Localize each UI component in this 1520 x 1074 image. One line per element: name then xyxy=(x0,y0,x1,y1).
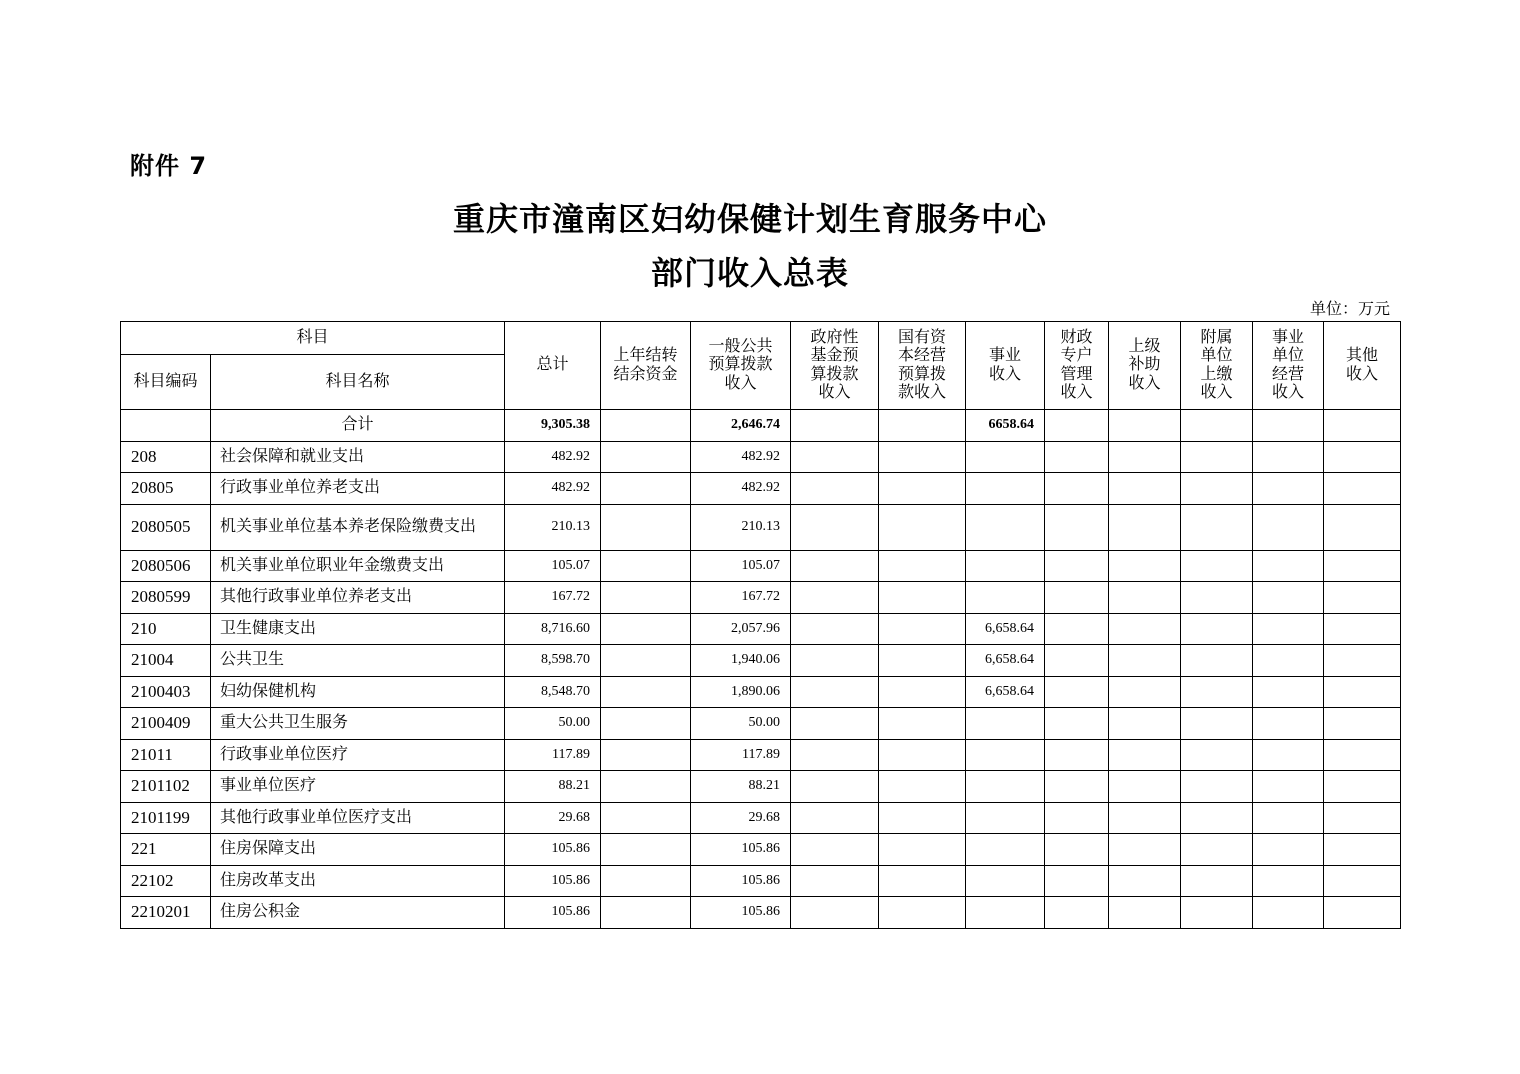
row-business-operation xyxy=(1253,865,1324,897)
row-code: 2100409 xyxy=(121,708,211,740)
row-business-operation xyxy=(1253,613,1324,645)
row-business-operation xyxy=(1253,802,1324,834)
row-state-capital xyxy=(879,441,966,473)
header-business-operation: 事业单位经营收入 xyxy=(1253,322,1324,410)
row-gov-fund xyxy=(791,441,879,473)
row-total: 210.13 xyxy=(505,504,601,550)
row-business xyxy=(966,865,1045,897)
table-row xyxy=(121,865,1401,897)
row-state-capital xyxy=(879,582,966,614)
table-row xyxy=(121,771,1401,803)
row-other xyxy=(1324,834,1401,866)
row-business-operation xyxy=(1253,739,1324,771)
table-row xyxy=(121,802,1401,834)
row-code: 22102 xyxy=(121,865,211,897)
header-fiscal-special: 财政专户管理收入 xyxy=(1045,322,1109,410)
row-general-budget: 210.13 xyxy=(691,504,791,550)
row-name: 行政事业单位养老支出 xyxy=(211,473,505,505)
row-state-capital xyxy=(879,676,966,708)
row-code: 21011 xyxy=(121,739,211,771)
row-business-operation xyxy=(1253,473,1324,505)
row-superior-subsidy xyxy=(1109,802,1181,834)
header-total: 总计 xyxy=(505,322,601,410)
row-other xyxy=(1324,550,1401,582)
row-general-budget: 29.68 xyxy=(691,802,791,834)
row-code: 21004 xyxy=(121,645,211,677)
table-row xyxy=(121,676,1401,708)
totals-state-capital xyxy=(879,410,966,442)
row-general-budget: 1,890.06 xyxy=(691,676,791,708)
row-business xyxy=(966,739,1045,771)
row-superior-subsidy xyxy=(1109,676,1181,708)
row-code: 221 xyxy=(121,834,211,866)
row-gov-fund xyxy=(791,473,879,505)
row-state-capital xyxy=(879,897,966,929)
row-superior-subsidy xyxy=(1109,739,1181,771)
row-business-operation xyxy=(1253,645,1324,677)
row-carryover xyxy=(601,865,691,897)
row-business: 6,658.64 xyxy=(966,613,1045,645)
row-business-operation xyxy=(1253,834,1324,866)
table-row xyxy=(121,550,1401,582)
row-business xyxy=(966,504,1045,550)
row-other xyxy=(1324,441,1401,473)
document-subtitle: 部门收入总表 xyxy=(650,254,849,292)
totals-row xyxy=(121,410,1401,442)
row-name: 妇幼保健机构 xyxy=(211,676,505,708)
row-fiscal-special xyxy=(1045,739,1109,771)
row-code: 208 xyxy=(121,441,211,473)
row-business xyxy=(966,550,1045,582)
row-code: 2100403 xyxy=(121,676,211,708)
row-state-capital xyxy=(879,550,966,582)
totals-carryover xyxy=(601,410,691,442)
totals-other xyxy=(1324,410,1401,442)
row-state-capital xyxy=(879,473,966,505)
header-carryover: 上年结转结余资金 xyxy=(601,322,691,410)
totals-business: 6658.64 xyxy=(966,410,1045,442)
totals-label: 合计 xyxy=(211,410,505,442)
row-affiliated xyxy=(1181,865,1253,897)
row-code: 2101199 xyxy=(121,802,211,834)
row-other xyxy=(1324,802,1401,834)
row-state-capital xyxy=(879,645,966,677)
header-general-budget: 一般公共预算拨款收入 xyxy=(691,322,791,410)
row-affiliated xyxy=(1181,771,1253,803)
row-fiscal-special xyxy=(1045,897,1109,929)
table-row xyxy=(121,645,1401,677)
row-gov-fund xyxy=(791,582,879,614)
row-gov-fund xyxy=(791,550,879,582)
table-row xyxy=(121,504,1401,550)
row-code: 2210201 xyxy=(121,897,211,929)
row-fiscal-special xyxy=(1045,504,1109,550)
row-superior-subsidy xyxy=(1109,550,1181,582)
row-carryover xyxy=(601,802,691,834)
row-gov-fund xyxy=(791,613,879,645)
totals-fiscal-special xyxy=(1045,410,1109,442)
header-name: 科目名称 xyxy=(211,355,505,410)
row-superior-subsidy xyxy=(1109,441,1181,473)
row-fiscal-special xyxy=(1045,676,1109,708)
row-state-capital xyxy=(879,708,966,740)
row-gov-fund xyxy=(791,865,879,897)
row-superior-subsidy xyxy=(1109,645,1181,677)
row-carryover xyxy=(601,739,691,771)
totals-total: 9,305.38 xyxy=(505,410,601,442)
row-general-budget: 105.86 xyxy=(691,897,791,929)
row-gov-fund xyxy=(791,771,879,803)
row-carryover xyxy=(601,441,691,473)
row-other xyxy=(1324,645,1401,677)
row-other xyxy=(1324,473,1401,505)
header-state-capital: 国有资本经营预算拨款收入 xyxy=(879,322,966,410)
row-state-capital xyxy=(879,504,966,550)
row-name: 住房保障支出 xyxy=(211,834,505,866)
header-gov-fund: 政府性基金预算拨款收入 xyxy=(791,322,879,410)
row-affiliated xyxy=(1181,645,1253,677)
row-name: 社会保障和就业支出 xyxy=(211,441,505,473)
row-other xyxy=(1324,613,1401,645)
row-affiliated xyxy=(1181,550,1253,582)
row-fiscal-special xyxy=(1045,550,1109,582)
row-affiliated xyxy=(1181,441,1253,473)
table-row xyxy=(121,613,1401,645)
header-row-1 xyxy=(121,322,1401,355)
document-title: 重庆市潼南区妇幼保健计划生育服务中心 xyxy=(452,200,1047,238)
row-name: 公共卫生 xyxy=(211,645,505,677)
row-total: 88.21 xyxy=(505,771,601,803)
row-affiliated xyxy=(1181,834,1253,866)
row-general-budget: 1,940.06 xyxy=(691,645,791,677)
row-affiliated xyxy=(1181,708,1253,740)
row-gov-fund xyxy=(791,802,879,834)
row-other xyxy=(1324,865,1401,897)
row-carryover xyxy=(601,676,691,708)
row-affiliated xyxy=(1181,802,1253,834)
row-general-budget: 105.07 xyxy=(691,550,791,582)
row-carryover xyxy=(601,582,691,614)
row-affiliated xyxy=(1181,739,1253,771)
row-gov-fund xyxy=(791,739,879,771)
row-total: 105.86 xyxy=(505,897,601,929)
row-code: 20805 xyxy=(121,473,211,505)
row-fiscal-special xyxy=(1045,708,1109,740)
row-carryover xyxy=(601,645,691,677)
row-business xyxy=(966,771,1045,803)
totals-affiliated xyxy=(1181,410,1253,442)
row-total: 8,716.60 xyxy=(505,613,601,645)
row-business xyxy=(966,834,1045,866)
row-total: 167.72 xyxy=(505,582,601,614)
row-carryover xyxy=(601,834,691,866)
row-name: 机关事业单位职业年金缴费支出 xyxy=(211,550,505,582)
row-superior-subsidy xyxy=(1109,582,1181,614)
row-business-operation xyxy=(1253,441,1324,473)
row-gov-fund xyxy=(791,645,879,677)
row-carryover xyxy=(601,504,691,550)
row-general-budget: 117.89 xyxy=(691,739,791,771)
row-gov-fund xyxy=(791,676,879,708)
row-business xyxy=(966,441,1045,473)
row-total: 482.92 xyxy=(505,441,601,473)
row-total: 8,548.70 xyxy=(505,676,601,708)
table-row xyxy=(121,473,1401,505)
totals-gov-fund xyxy=(791,410,879,442)
table-row xyxy=(121,897,1401,929)
row-gov-fund xyxy=(791,504,879,550)
unit-label: 单位：万元 xyxy=(1309,301,1390,318)
row-fiscal-special xyxy=(1045,613,1109,645)
row-general-budget: 105.86 xyxy=(691,834,791,866)
row-total: 482.92 xyxy=(505,473,601,505)
table-row xyxy=(121,739,1401,771)
row-name: 机关事业单位基本养老保险缴费支出 xyxy=(211,504,505,550)
row-general-budget: 88.21 xyxy=(691,771,791,803)
row-fiscal-special xyxy=(1045,441,1109,473)
header-business: 事业收入 xyxy=(966,322,1045,410)
row-affiliated xyxy=(1181,582,1253,614)
row-business xyxy=(966,473,1045,505)
table-row xyxy=(121,834,1401,866)
row-business-operation xyxy=(1253,504,1324,550)
row-fiscal-special xyxy=(1045,771,1109,803)
row-affiliated xyxy=(1181,676,1253,708)
row-business-operation xyxy=(1253,582,1324,614)
row-general-budget: 2,057.96 xyxy=(691,613,791,645)
row-carryover xyxy=(601,897,691,929)
row-business-operation xyxy=(1253,897,1324,929)
row-total: 8,598.70 xyxy=(505,645,601,677)
row-business-operation xyxy=(1253,550,1324,582)
row-name: 行政事业单位医疗 xyxy=(211,739,505,771)
row-superior-subsidy xyxy=(1109,708,1181,740)
row-other xyxy=(1324,582,1401,614)
row-superior-subsidy xyxy=(1109,473,1181,505)
row-fiscal-special xyxy=(1045,473,1109,505)
row-name: 卫生健康支出 xyxy=(211,613,505,645)
row-business-operation xyxy=(1253,771,1324,803)
row-fiscal-special xyxy=(1045,834,1109,866)
row-affiliated xyxy=(1181,613,1253,645)
row-superior-subsidy xyxy=(1109,771,1181,803)
row-fiscal-special xyxy=(1045,802,1109,834)
row-general-budget: 482.92 xyxy=(691,441,791,473)
attachment-label: 附件 7 xyxy=(130,152,208,180)
row-state-capital xyxy=(879,613,966,645)
row-fiscal-special xyxy=(1045,582,1109,614)
row-business: 6,658.64 xyxy=(966,676,1045,708)
row-business-operation xyxy=(1253,676,1324,708)
row-state-capital xyxy=(879,865,966,897)
row-state-capital xyxy=(879,802,966,834)
totals-general-budget: 2,646.74 xyxy=(691,410,791,442)
header-affiliated: 附属单位上缴收入 xyxy=(1181,322,1253,410)
row-total: 105.86 xyxy=(505,865,601,897)
row-name: 住房改革支出 xyxy=(211,865,505,897)
row-other xyxy=(1324,771,1401,803)
row-code: 2080506 xyxy=(121,550,211,582)
row-total: 29.68 xyxy=(505,802,601,834)
table-row xyxy=(121,708,1401,740)
header-code: 科目编码 xyxy=(121,355,211,410)
row-name: 其他行政事业单位医疗支出 xyxy=(211,802,505,834)
row-carryover xyxy=(601,708,691,740)
row-business: 6,658.64 xyxy=(966,645,1045,677)
row-superior-subsidy xyxy=(1109,613,1181,645)
row-total: 50.00 xyxy=(505,708,601,740)
row-superior-subsidy xyxy=(1109,897,1181,929)
row-carryover xyxy=(601,613,691,645)
row-total: 117.89 xyxy=(505,739,601,771)
row-gov-fund xyxy=(791,708,879,740)
row-code: 210 xyxy=(121,613,211,645)
row-state-capital xyxy=(879,771,966,803)
row-superior-subsidy xyxy=(1109,865,1181,897)
row-fiscal-special xyxy=(1045,645,1109,677)
row-superior-subsidy xyxy=(1109,834,1181,866)
header-superior-subsidy: 上级补助收入 xyxy=(1109,322,1181,410)
row-other xyxy=(1324,897,1401,929)
row-code: 2080599 xyxy=(121,582,211,614)
row-business xyxy=(966,582,1045,614)
row-affiliated xyxy=(1181,504,1253,550)
header-subject: 科目 xyxy=(121,322,505,355)
row-business-operation xyxy=(1253,708,1324,740)
row-name: 事业单位医疗 xyxy=(211,771,505,803)
row-total: 105.07 xyxy=(505,550,601,582)
table-row xyxy=(121,441,1401,473)
row-business xyxy=(966,802,1045,834)
income-summary-table xyxy=(120,321,1401,929)
row-other xyxy=(1324,676,1401,708)
header-other: 其他收入 xyxy=(1324,322,1401,410)
row-carryover xyxy=(601,473,691,505)
row-other xyxy=(1324,504,1401,550)
row-superior-subsidy xyxy=(1109,504,1181,550)
row-gov-fund xyxy=(791,834,879,866)
row-carryover xyxy=(601,771,691,803)
table-row xyxy=(121,582,1401,614)
row-name: 住房公积金 xyxy=(211,897,505,929)
row-state-capital xyxy=(879,739,966,771)
row-general-budget: 482.92 xyxy=(691,473,791,505)
row-general-budget: 167.72 xyxy=(691,582,791,614)
totals-business-operation xyxy=(1253,410,1324,442)
row-fiscal-special xyxy=(1045,865,1109,897)
row-other xyxy=(1324,708,1401,740)
row-state-capital xyxy=(879,834,966,866)
totals-code-cell xyxy=(121,410,211,442)
row-affiliated xyxy=(1181,897,1253,929)
row-code: 2101102 xyxy=(121,771,211,803)
row-gov-fund xyxy=(791,897,879,929)
row-other xyxy=(1324,739,1401,771)
row-affiliated xyxy=(1181,473,1253,505)
row-business xyxy=(966,708,1045,740)
row-carryover xyxy=(601,550,691,582)
row-general-budget: 50.00 xyxy=(691,708,791,740)
row-code: 2080505 xyxy=(121,504,211,550)
row-general-budget: 105.86 xyxy=(691,865,791,897)
totals-superior-subsidy xyxy=(1109,410,1181,442)
row-total: 105.86 xyxy=(505,834,601,866)
row-name: 其他行政事业单位养老支出 xyxy=(211,582,505,614)
row-name: 重大公共卫生服务 xyxy=(211,708,505,740)
row-business xyxy=(966,897,1045,929)
